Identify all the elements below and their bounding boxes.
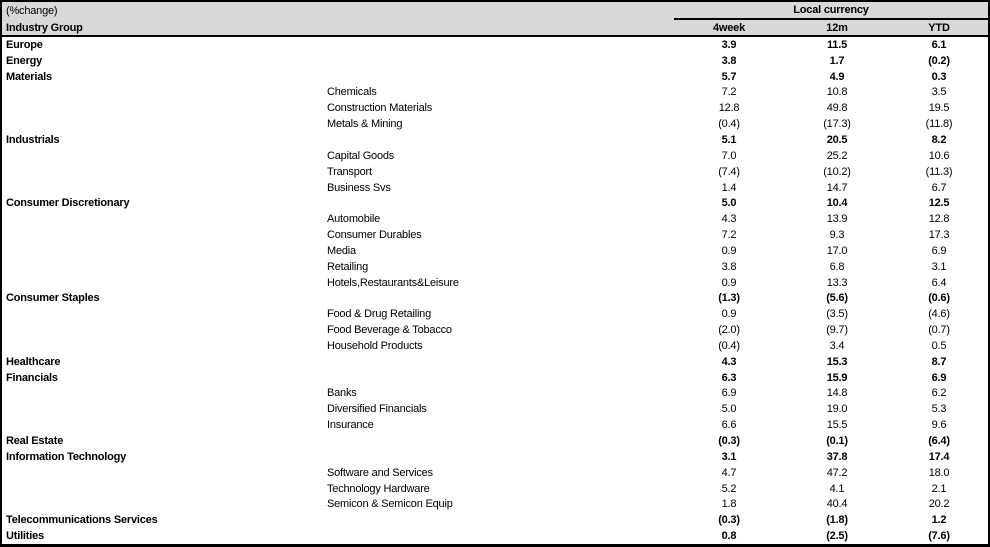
value-4week: 3.8 (721, 54, 737, 67)
value-ytd: 8.2 (931, 133, 947, 146)
value-12m: (3.5) (826, 308, 848, 321)
value-12m: 14.8 (826, 387, 848, 400)
table-row (2, 370, 988, 386)
sub-industry-label: Media (327, 244, 356, 257)
value-12m: (9.7) (826, 324, 848, 337)
table-row (2, 417, 988, 433)
value-4week: (0.3) (718, 435, 740, 448)
column-header-4week: 4week (712, 21, 746, 34)
industry-group-label: Real Estate (6, 435, 64, 448)
value-ytd: 6.4 (931, 276, 947, 289)
value-12m: 47.2 (826, 466, 848, 479)
value-ytd: 5.3 (931, 403, 947, 416)
table-row (2, 496, 988, 512)
table-row (2, 306, 988, 322)
value-4week: 6.9 (721, 387, 737, 400)
value-12m: 14.7 (826, 181, 848, 194)
value-12m: 4.9 (829, 70, 845, 83)
sub-industry-label: Technology Hardware (327, 482, 430, 495)
value-4week: 5.1 (721, 133, 737, 146)
table-row (2, 433, 988, 449)
sub-industry-label: Chemicals (327, 86, 377, 99)
table-row (2, 227, 988, 243)
sub-industry-label: Household Products (327, 339, 423, 352)
industry-group-label: Utilities (6, 530, 44, 543)
value-4week: (0.4) (718, 118, 740, 131)
table-row (2, 386, 988, 402)
value-12m: 4.1 (829, 482, 845, 495)
table-row (2, 291, 988, 307)
sub-industry-label: Metals & Mining (327, 118, 403, 131)
value-ytd: 17.4 (928, 450, 950, 463)
value-ytd: 17.3 (928, 229, 950, 242)
value-ytd: 12.5 (928, 197, 950, 210)
value-4week: 4.7 (721, 466, 737, 479)
table-row (2, 116, 988, 132)
value-ytd: 6.7 (931, 181, 947, 194)
value-4week: 0.8 (721, 530, 737, 543)
industry-group-label: Telecommunications Services (6, 514, 158, 527)
table-header (2, 2, 988, 37)
sub-industry-label: Consumer Durables (327, 229, 422, 242)
sub-industry-label: Business Svs (327, 181, 391, 194)
value-ytd: (0.7) (928, 324, 950, 337)
value-12m: 20.5 (826, 133, 848, 146)
value-12m: 11.5 (826, 38, 847, 51)
value-12m: 25.2 (826, 149, 848, 162)
value-ytd: 6.2 (931, 387, 947, 400)
sub-industry-label: Insurance (327, 419, 374, 432)
column-header-12m: 12m (826, 21, 848, 34)
value-12m: (10.2) (823, 165, 851, 178)
table-row (2, 354, 988, 370)
value-ytd: (11.3) (925, 165, 953, 178)
header-row-top (2, 2, 988, 20)
sub-industry-label: Food Beverage & Tobacco (327, 324, 452, 337)
table-row (2, 528, 988, 544)
table-row (2, 132, 988, 148)
value-4week: 3.8 (721, 260, 737, 273)
table-row (2, 275, 988, 291)
value-ytd: (0.6) (928, 292, 950, 305)
value-4week: 0.9 (721, 244, 737, 257)
value-4week: (0.4) (718, 339, 740, 352)
value-12m: 9.3 (829, 229, 845, 242)
table-row (2, 195, 988, 211)
sub-industry-label: Software and Services (327, 466, 433, 479)
table-row (2, 37, 988, 53)
table-row (2, 211, 988, 227)
value-ytd: (7.6) (928, 530, 950, 543)
value-4week: 5.0 (721, 403, 737, 416)
value-ytd: 6.9 (931, 371, 947, 384)
value-ytd: 12.8 (928, 213, 950, 226)
table-row (2, 164, 988, 180)
value-12m: 40.4 (826, 498, 848, 511)
header-row-columns (2, 20, 988, 35)
value-12m: 6.8 (829, 260, 845, 273)
value-ytd: 19.5 (928, 102, 950, 115)
sub-industry-label: Banks (327, 387, 357, 400)
sub-industry-label: Capital Goods (327, 149, 395, 162)
value-4week: (0.3) (718, 514, 740, 527)
value-12m: (2.5) (826, 530, 848, 543)
industry-group-label: Consumer Staples (6, 292, 100, 305)
value-4week: 4.3 (721, 213, 737, 226)
value-4week: 5.0 (721, 197, 737, 210)
value-ytd: (0.2) (928, 54, 950, 67)
value-4week: 5.7 (721, 70, 737, 83)
value-12m: 49.8 (826, 102, 848, 115)
table-row (2, 512, 988, 528)
table-row (2, 322, 988, 338)
value-ytd: (4.6) (928, 308, 950, 321)
value-4week: 7.0 (721, 149, 737, 162)
value-ytd: 6.1 (931, 38, 947, 51)
value-12m: 10.8 (826, 86, 848, 99)
value-4week: 6.6 (721, 419, 737, 432)
value-ytd: 10.6 (928, 149, 950, 162)
value-4week: 1.4 (721, 181, 737, 194)
sub-industry-label: Semicon & Semicon Equip (327, 498, 453, 511)
value-12m: 3.4 (829, 339, 845, 352)
value-ytd: 3.1 (931, 260, 947, 273)
sub-industry-label: Diversified Financials (327, 403, 427, 416)
value-4week: (2.0) (718, 324, 740, 337)
value-4week: 3.1 (721, 450, 737, 463)
industry-group-label: Information Technology (6, 450, 127, 463)
value-4week: 7.2 (721, 86, 737, 99)
value-4week: (1.3) (718, 292, 740, 305)
value-12m: 15.9 (826, 371, 848, 384)
table-row (2, 481, 988, 497)
table-row (2, 401, 988, 417)
value-12m: 13.9 (826, 213, 848, 226)
value-4week: 7.2 (721, 229, 737, 242)
sub-industry-label: Transport (327, 165, 372, 178)
value-4week: 0.9 (721, 276, 737, 289)
table-row (2, 465, 988, 481)
industry-group-label: Europe (6, 38, 43, 51)
value-12m: 37.8 (826, 450, 848, 463)
industry-group-label: Industrials (6, 133, 60, 146)
sub-industry-label: Construction Materials (327, 102, 433, 115)
table-body (2, 37, 988, 544)
industry-group-label: Consumer Discretionary (6, 197, 130, 210)
table-row (2, 53, 988, 69)
sub-industry-label: Hotels,Restaurants&Leisure (327, 276, 459, 289)
value-ytd: 1.2 (931, 514, 947, 527)
value-ytd: 0.5 (931, 339, 947, 352)
table-row (2, 338, 988, 354)
industry-group-label: Financials (6, 371, 58, 384)
industry-group-label: Healthcare (6, 355, 61, 368)
value-12m: (5.6) (826, 292, 848, 305)
value-12m: 19.0 (826, 403, 848, 416)
value-4week: 0.9 (721, 308, 737, 321)
value-ytd: 18.0 (928, 466, 950, 479)
table-row (2, 180, 988, 196)
value-4week: 1.8 (721, 498, 737, 511)
table-row (2, 259, 988, 275)
value-ytd: 20.2 (928, 498, 950, 511)
sub-industry-label: Food & Drug Retailing (327, 308, 432, 321)
value-ytd: 0.3 (931, 70, 947, 83)
value-12m: 1.7 (829, 54, 845, 67)
value-12m: 10.4 (826, 197, 848, 210)
percent-change-note: (%change) (6, 5, 58, 17)
value-12m: 13.3 (826, 276, 848, 289)
value-12m: (17.3) (823, 118, 851, 131)
value-12m: 17.0 (826, 244, 848, 257)
table-row (2, 69, 988, 85)
sub-industry-label: Automobile (327, 213, 381, 226)
table-row (2, 100, 988, 116)
value-ytd: 6.9 (931, 244, 947, 257)
table-row (2, 243, 988, 259)
value-4week: 6.3 (721, 371, 737, 384)
column-header-ytd: YTD (928, 21, 950, 34)
value-4week: (7.4) (718, 165, 740, 178)
table-row (2, 148, 988, 164)
value-4week: 5.2 (721, 482, 737, 495)
value-ytd: 9.6 (931, 419, 947, 432)
value-4week: 12.8 (718, 102, 740, 115)
value-4week: 3.9 (721, 38, 737, 51)
industry-group-header: Industry Group (6, 21, 83, 34)
industry-group-label: Energy (6, 54, 43, 67)
sub-industry-label: Retailing (327, 260, 369, 273)
value-12m: (0.1) (826, 435, 848, 448)
value-ytd: 2.1 (931, 482, 947, 495)
value-ytd: 3.5 (931, 86, 947, 99)
value-12m: (1.8) (826, 514, 848, 527)
value-ytd: (6.4) (928, 435, 950, 448)
value-4week: 4.3 (721, 355, 737, 368)
industry-group-label: Materials (6, 70, 52, 83)
value-12m: 15.5 (826, 419, 848, 432)
table-row (2, 85, 988, 101)
value-12m: 15.3 (826, 355, 848, 368)
local-currency-header: Local currency (674, 2, 988, 20)
value-ytd: (11.8) (925, 118, 953, 131)
value-ytd: 8.7 (931, 355, 947, 368)
table-row (2, 449, 988, 465)
